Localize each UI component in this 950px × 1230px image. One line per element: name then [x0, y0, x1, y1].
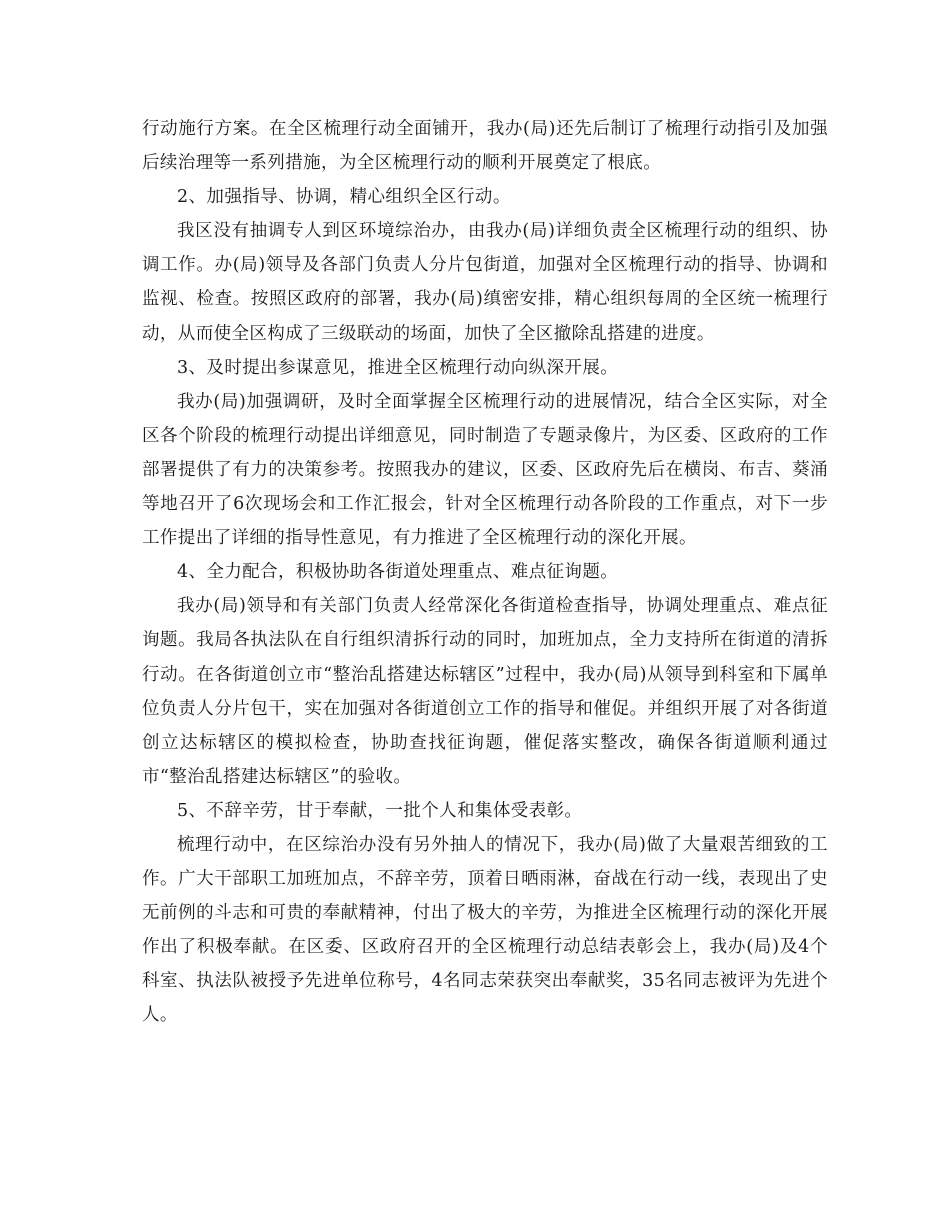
section-heading-4: 4、全力配合，积极协助各街道处理重点、难点征询题。 — [177, 562, 619, 583]
paragraph-commendation: 梳理行动中，在区综治办没有另外抽人的情况下，我办(局)做了大量艰苦细致的工作。广大干部职工加班加点，不辞辛劳，顶着日晒雨淋，奋战在行动一线，表现出了史无前例的斗志和可贵的奉献精神，付出了极大的辛劳，为推进全区梳理行动的深化开展作出了积极奉献。在区委、区政府召开的全区梳理行动总结表彰会上，我办(局)及4个科室、执法队被授予先进单位称号，4名同志荣获突出奉献奖，35名同志被评为先进个人。 — [142, 834, 828, 1026]
paragraph-continuation: 行动施行方案。在全区梳理行动全面铺开，我办(局)还先后制订了梳理行动指引及加强后续治理等一系列措施，为全区梳理行动的顺利开展奠定了根底。 — [142, 119, 828, 174]
section-heading-3: 3、及时提出参谋意见，推进全区梳理行动向纵深开展。 — [177, 357, 619, 378]
paragraph-coordination: 我区没有抽调专人到区环境综治办，由我办(局)详细负责全区梳理行动的组织、协调工作。办(局)领导及各部门负责人分片包街道，加强对全区梳理行动的指导、协调和监视、检查。按照区政府的部署，我办(局)缜密安排，精心组织每周的全区统一梳理行动，从而使全区构成了三级联动的场面，加快了全区撤除乱搭建的进度。 — [142, 221, 828, 344]
section-heading-2: 2、加强指导、协调，精心组织全区行动。 — [177, 187, 511, 208]
document-body — [142, 112, 828, 1033]
paragraph-cooperation: 我办(局)领导和有关部门负责人经常深化各街道检查指导，协调处理重点、难点征询题。我局各执法队在自行组织清拆行动的同时，加班加点，全力支持所在街道的清拆行动。在各街道创立市“整治乱搭建达标辖区”过程中，我办(局)从领导到科室和下属单位负责人分片包干，实在加强对各街道创立工作的指导和催促。并组织开展了对各街道创立达标辖区的模拟检查，协助查找征询题，催促落实整改，确保各街道顺利通过市“整治乱搭建达标辖区”的验收。 — [142, 596, 828, 787]
section-heading-5: 5、不辞辛劳，甘于奉献，一批个人和集体受表彰。 — [177, 800, 583, 821]
paragraph-research: 我办(局)加强调研，及时全面掌握全区梳理行动的进展情况，结合全区实际，对全区各个阶段的梳理行动提出详细意见，同时制造了专题录像片，为区委、区政府的工作部署提供了有力的决策参考。按照我办的建议，区委、区政府先后在横岗、布吉、葵涌等地召开了6次现场会和工作汇报会，针对全区梳理行动各阶段的工作重点，对下一步工作提出了详细的指导性意见，有力推进了全区梳理行动的深化开展。 — [142, 391, 828, 549]
